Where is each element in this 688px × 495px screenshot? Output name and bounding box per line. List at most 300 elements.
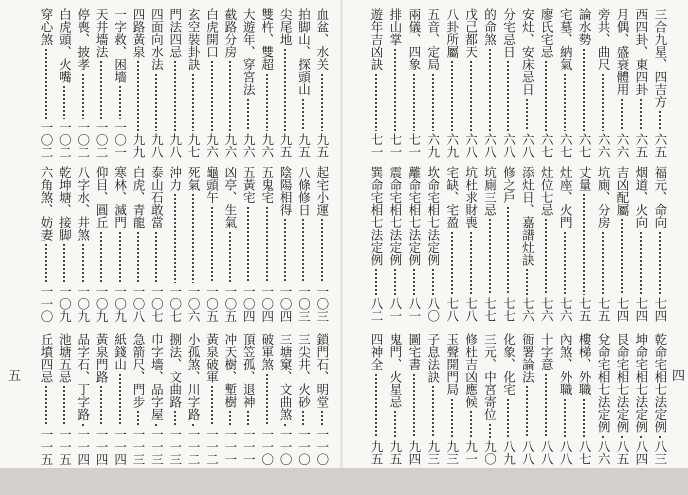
entry-title: 小孤煞、川字路 xyxy=(186,333,202,421)
dot-leader xyxy=(259,206,275,283)
entry-title: 修之戶 xyxy=(501,166,517,204)
toc-entry xyxy=(277,166,293,322)
entry-page-number: 一〇四 xyxy=(278,284,294,322)
entry-page-number: 一〇九 xyxy=(94,284,110,322)
entry-title: 巾字墻、品字屋 xyxy=(149,333,165,421)
entry-title: 四路黃泉 xyxy=(130,8,146,58)
entry-page-number: 一〇七 xyxy=(149,284,165,322)
dot-leader xyxy=(167,410,183,426)
dot-leader xyxy=(406,373,422,439)
entry-page-number: 七五 xyxy=(596,297,612,322)
dot-leader xyxy=(112,373,128,426)
dot-leader xyxy=(314,218,330,283)
entry-page-number: 一〇四 xyxy=(259,284,275,322)
dot-leader xyxy=(38,385,54,426)
toc-entry xyxy=(463,8,479,158)
dot-leader xyxy=(633,435,649,438)
entry-title: 仰目、圓丘 xyxy=(94,166,110,229)
entry-page-number: 一一二 xyxy=(186,427,202,465)
toc-entry xyxy=(314,166,330,322)
entry-title: 沖力 xyxy=(167,166,183,191)
entry-title: 死氣 xyxy=(186,166,202,191)
toc-entry xyxy=(444,8,460,158)
dot-leader xyxy=(538,218,554,295)
entry-title: 黃泉門路 xyxy=(94,333,110,383)
toc-entry xyxy=(75,166,91,322)
entry-page-number: 七四 xyxy=(633,297,649,322)
entry-title: 八條修日 xyxy=(296,166,312,216)
entry-page-number: 七四 xyxy=(614,297,630,322)
dot-leader xyxy=(482,218,498,295)
page-number: 四 xyxy=(672,369,686,384)
entry-title: 月偶、盛衰體用 xyxy=(614,8,630,96)
dot-leader xyxy=(56,243,72,283)
toc-entry xyxy=(482,166,498,322)
entry-page-number: 一一四 xyxy=(75,427,91,465)
toc-entry xyxy=(185,333,201,465)
entry-title: 五鬼宅 xyxy=(259,166,275,204)
entry-page-number: 一一四 xyxy=(112,427,128,465)
entry-title: 雙杵、雙超 xyxy=(259,8,275,71)
dot-leader xyxy=(444,398,460,439)
entry-title: 灶座、火門 xyxy=(558,166,574,229)
toc-entry xyxy=(167,166,183,322)
toc-entry xyxy=(538,8,554,158)
toc-entry xyxy=(387,166,403,322)
entry-title: 乾命宅相七法定例 xyxy=(652,333,668,433)
entry-page-number: 八三 xyxy=(652,440,668,465)
dot-leader xyxy=(482,423,498,439)
entry-page-number: 一一〇 xyxy=(39,284,54,322)
entry-title: 福元、命向 xyxy=(652,166,668,229)
toc-entry xyxy=(387,8,403,158)
entry-title: 戊己都天 xyxy=(463,8,479,58)
entry-title: 凶亭、生氣 xyxy=(222,166,238,229)
entry-title: 安灶、安床忌日 xyxy=(520,8,536,96)
entry-page-number: 七六 xyxy=(539,297,555,322)
dot-leader xyxy=(387,48,403,132)
entry-page-number: 一〇一 xyxy=(112,120,128,158)
dot-leader xyxy=(519,98,535,132)
toc-entry xyxy=(368,166,384,322)
entry-title: 五黃宅 xyxy=(241,166,257,204)
toc-band-bottom xyxy=(38,333,330,465)
toc-entry xyxy=(425,166,441,322)
entry-title: 陰陽相得 xyxy=(278,166,294,216)
entry-page-number: 六八 xyxy=(501,133,517,158)
entry-page-number: 一一〇 xyxy=(314,427,330,465)
toc-entry xyxy=(557,333,573,465)
entry-page-number: 一〇四 xyxy=(241,284,257,322)
entry-page-number: 一〇三 xyxy=(296,284,312,322)
toc-entry xyxy=(538,166,554,322)
dot-leader xyxy=(368,73,384,132)
entry-title: 門法四忌 xyxy=(167,8,183,58)
dot-leader xyxy=(148,231,164,283)
dot-leader xyxy=(614,218,630,295)
entry-title: 五音、定局 xyxy=(425,8,441,71)
toc-entry xyxy=(576,8,592,158)
toc-entry xyxy=(595,8,611,158)
entry-title: 截路分房 xyxy=(222,8,238,58)
toc-entry xyxy=(557,166,573,322)
entry-page-number: 九三 xyxy=(444,440,460,465)
entry-page-number: 六五 xyxy=(633,133,649,158)
entry-title: 兩儀、四象 xyxy=(406,8,422,71)
entry-page-number: 八八 xyxy=(520,440,536,465)
toc-entry xyxy=(425,8,441,158)
entry-title: 兌命宅相七法定例 xyxy=(596,333,612,433)
toc-entry xyxy=(112,333,128,465)
entry-page-number: 九三 xyxy=(425,440,441,465)
toc-entry xyxy=(538,333,554,465)
entry-page-number: 八八 xyxy=(558,440,574,465)
entry-page-number: 一一〇 xyxy=(259,427,275,465)
book-gutter xyxy=(340,0,343,468)
scan-edge xyxy=(0,468,688,495)
toc-entry xyxy=(406,8,422,158)
dot-leader xyxy=(93,385,109,426)
entry-title: 三尖井、火砂 xyxy=(296,333,312,408)
entry-page-number: 七七 xyxy=(501,297,517,322)
toc-entry xyxy=(463,166,479,322)
dot-leader xyxy=(500,60,516,131)
entry-title: 玄空裝卦訣 xyxy=(186,8,202,71)
dot-leader xyxy=(222,410,238,426)
entry-title: 起宅小運 xyxy=(314,166,330,216)
dot-leader xyxy=(130,231,146,283)
entry-page-number: 八二 xyxy=(369,297,384,322)
entry-page-number: 九五 xyxy=(278,133,294,158)
entry-page-number: 六七 xyxy=(577,133,593,158)
toc-entry xyxy=(444,333,460,465)
dot-leader xyxy=(519,268,535,295)
entry-title: 黃泉破軍 xyxy=(204,333,220,383)
dot-leader xyxy=(112,85,128,119)
toc-entry xyxy=(652,8,668,158)
toc-entry xyxy=(75,333,91,465)
dot-leader xyxy=(75,243,91,283)
entry-page-number: 一〇五 xyxy=(222,284,238,322)
toc-entry xyxy=(259,8,275,158)
dot-leader xyxy=(240,98,256,132)
dot-leader xyxy=(368,373,384,439)
entry-page-number: 九五 xyxy=(387,440,403,465)
entry-page-number: 六九 xyxy=(444,133,460,158)
dot-leader xyxy=(425,268,441,295)
dot-leader xyxy=(130,410,146,426)
entry-title: 內煞、外職 xyxy=(558,333,574,396)
toc-entry xyxy=(633,166,649,322)
entry-title: 六角煞、妨妻 xyxy=(39,166,54,241)
toc-entry xyxy=(314,333,330,465)
entry-page-number: 六七 xyxy=(539,133,555,158)
entry-title: 白虎頭、火嘴 xyxy=(57,8,73,83)
entry-page-number: 九六 xyxy=(204,133,220,158)
entry-page-number: 六七 xyxy=(558,133,574,158)
dot-leader xyxy=(500,206,516,296)
dot-leader xyxy=(557,73,573,132)
dot-leader xyxy=(500,398,516,439)
toc-entry xyxy=(130,8,146,158)
entry-page-number: 一一二 xyxy=(204,427,220,465)
toc-entry xyxy=(295,8,311,158)
entry-page-number: 一〇九 xyxy=(112,284,128,322)
entry-title: 分宅忌日 xyxy=(501,8,517,58)
dot-leader xyxy=(204,385,220,426)
dot-leader xyxy=(595,435,611,438)
dot-leader xyxy=(633,98,649,132)
entry-title: 宅墓、納氣 xyxy=(558,8,574,71)
entry-page-number: 六六 xyxy=(596,133,612,158)
toc-entry xyxy=(595,333,611,465)
toc-entry xyxy=(614,333,630,465)
entry-page-number: 六八 xyxy=(520,133,536,158)
entry-page-number: 八九 xyxy=(501,440,517,465)
entry-title: 震命宅相七法定例 xyxy=(387,166,403,266)
entry-page-number: 一〇七 xyxy=(167,284,183,322)
entry-page-number: 六六 xyxy=(614,133,630,158)
dot-leader xyxy=(277,218,293,283)
entry-title: 八卦所屬 xyxy=(444,8,460,58)
entry-page-number: 九六 xyxy=(241,133,257,158)
entry-page-number: 七五 xyxy=(577,297,593,322)
toc-entry xyxy=(38,8,54,158)
toc-entry xyxy=(519,333,535,465)
toc-band-top xyxy=(38,8,330,158)
entry-title: 品字石、丁字路 xyxy=(75,333,91,421)
toc-entry xyxy=(259,166,275,322)
dot-leader xyxy=(222,60,238,131)
toc-entry xyxy=(56,333,72,465)
entry-title: 尖尾地 xyxy=(278,8,294,46)
entry-title: 排山掌 xyxy=(387,8,403,46)
dot-leader xyxy=(167,60,183,131)
entry-page-number: 八〇 xyxy=(425,297,441,322)
entry-title: 吉凶配屬 xyxy=(614,166,630,216)
dot-leader xyxy=(93,60,109,119)
toc-entry xyxy=(519,166,535,322)
entry-title: 旁共、曲尺 xyxy=(596,8,612,71)
entry-title: 丈量 xyxy=(577,166,593,191)
entry-title: 的命煞 xyxy=(482,8,498,46)
toc-entry xyxy=(482,8,498,158)
entry-title: 鬼門、火星忌 xyxy=(387,333,403,408)
dot-leader xyxy=(277,48,293,132)
entry-page-number: 一一一 xyxy=(222,427,238,465)
entry-page-number: 一〇六 xyxy=(186,284,202,322)
dot-leader xyxy=(595,231,611,296)
toc-entry xyxy=(614,8,630,158)
toc-entry xyxy=(500,333,516,465)
toc-entry xyxy=(652,333,668,465)
dot-leader xyxy=(482,48,498,132)
entry-title: 坎命宅相七法定例 xyxy=(425,166,441,266)
entry-title: 四面向水法 xyxy=(149,8,165,71)
dot-leader xyxy=(425,385,441,438)
dot-leader xyxy=(314,73,330,132)
dot-leader xyxy=(259,373,275,426)
toc-entry xyxy=(93,333,109,465)
entry-title: 樓梯、外職 xyxy=(577,333,593,396)
dot-leader xyxy=(538,373,554,439)
dot-leader xyxy=(444,60,460,131)
dot-leader xyxy=(614,98,630,132)
entry-page-number: 八一 xyxy=(387,297,403,322)
dot-leader xyxy=(185,73,201,132)
toc-entry xyxy=(295,166,311,322)
toc-entry xyxy=(368,333,384,465)
toc-entry xyxy=(222,8,238,158)
dot-leader xyxy=(148,73,164,132)
dot-leader xyxy=(222,231,238,283)
toc-entry xyxy=(240,333,256,465)
entry-page-number: 一一五 xyxy=(39,427,54,465)
dot-leader xyxy=(652,231,668,296)
entry-page-number: 七一 xyxy=(369,133,384,158)
entry-title: 圖宅書 xyxy=(406,333,422,371)
toc-band-middle xyxy=(38,166,330,322)
entry-page-number: 八一 xyxy=(406,297,422,322)
toc-entry xyxy=(93,166,109,322)
entry-title: 衙署論法 xyxy=(520,333,536,383)
entry-title: 廖氏宅忌 xyxy=(539,8,555,58)
entry-title: 三合九星、四吉方 xyxy=(652,8,668,108)
toc-entry xyxy=(500,8,516,158)
toc-entry xyxy=(368,8,384,158)
toc-entry xyxy=(38,333,54,465)
right-page xyxy=(344,0,688,468)
entry-page-number: 七一 xyxy=(406,133,422,158)
toc-entry xyxy=(130,333,146,465)
toc-entry xyxy=(204,333,220,465)
entry-title: 三塘窠、文曲煞 xyxy=(278,333,294,421)
entry-page-number: 九八 xyxy=(167,133,183,158)
toc-entry xyxy=(75,8,91,158)
entry-title: 論水勢 xyxy=(577,8,593,46)
entry-title: 停喪、披孝 xyxy=(75,8,91,71)
entry-page-number: 一〇二 xyxy=(94,120,110,158)
toc-entry xyxy=(167,333,183,465)
dot-leader xyxy=(75,73,91,119)
dot-leader xyxy=(387,410,403,438)
toc-entry xyxy=(500,166,516,322)
dot-leader xyxy=(406,73,422,132)
entry-title: 坑杜求財喪 xyxy=(463,166,479,229)
entry-title: 捌法、文曲路 xyxy=(167,333,183,408)
entry-page-number: 八七 xyxy=(577,440,593,465)
entry-title: 坤命宅相七法定例 xyxy=(633,333,649,433)
entry-page-number: 一一五 xyxy=(57,427,73,465)
entry-title: 灶位七忌 xyxy=(539,166,555,216)
entry-page-number: 六五 xyxy=(652,133,668,158)
entry-title: 白虎、青龍 xyxy=(130,166,146,229)
toc-entry xyxy=(406,166,422,322)
dot-leader xyxy=(185,193,201,283)
toc-entry xyxy=(277,8,293,158)
dot-leader xyxy=(295,98,311,132)
entry-title: 乾坤塘、接脚 xyxy=(57,166,73,241)
dot-leader xyxy=(463,60,479,131)
toc-entry xyxy=(112,8,128,158)
dot-leader xyxy=(56,85,72,119)
entry-page-number: 一〇二 xyxy=(57,120,73,158)
entry-title: 四神全 xyxy=(369,333,384,371)
toc-entry xyxy=(633,333,649,465)
entry-title: 烟道、火向 xyxy=(633,166,649,229)
toc-entry xyxy=(463,333,479,465)
toc-entry xyxy=(222,166,238,322)
toc-entry xyxy=(519,8,535,158)
entry-page-number: 九七 xyxy=(186,133,202,158)
dot-leader xyxy=(204,60,220,131)
entry-title: 遊年吉凶訣 xyxy=(369,8,384,71)
entry-page-number: 七六 xyxy=(558,297,574,322)
entry-title: 添灶日、嘉譜灶訣 xyxy=(520,166,536,266)
entry-page-number: 一〇九 xyxy=(75,284,91,322)
toc-entry xyxy=(425,333,441,465)
toc-entry xyxy=(406,333,422,465)
entry-title: 紙錢山 xyxy=(112,333,128,371)
toc-band-middle xyxy=(368,166,668,322)
toc-entry xyxy=(652,166,668,322)
dot-leader xyxy=(614,435,630,438)
dot-leader xyxy=(538,60,554,131)
dot-leader xyxy=(557,231,573,296)
entry-page-number: 六九 xyxy=(425,133,441,158)
toc-entry xyxy=(633,8,649,158)
entry-title: 大遊年、穿宮法 xyxy=(241,8,257,96)
entry-title: 子息法訣 xyxy=(425,333,441,383)
entry-page-number: 七八 xyxy=(463,297,479,322)
toc-entry xyxy=(148,166,164,322)
entry-page-number: 七六 xyxy=(520,297,536,322)
dot-leader xyxy=(595,73,611,132)
dot-leader xyxy=(148,423,164,426)
entry-title: 坑廁、分房 xyxy=(596,166,612,229)
dot-leader xyxy=(204,206,220,283)
entry-page-number: 九五 xyxy=(369,440,384,465)
dot-leader xyxy=(295,410,311,426)
dot-leader xyxy=(259,73,275,132)
entry-page-number: 一〇二 xyxy=(75,120,91,158)
toc-entry xyxy=(277,333,293,465)
toc-entry xyxy=(240,166,256,322)
dot-leader xyxy=(406,268,422,295)
entry-title: 離命宅相七法定例 xyxy=(406,166,422,266)
dot-leader xyxy=(576,193,592,295)
dot-leader xyxy=(387,268,403,295)
dot-leader xyxy=(314,410,330,426)
toc-entry xyxy=(387,333,403,465)
entry-page-number: 八四 xyxy=(633,440,649,465)
dot-leader xyxy=(444,231,460,296)
dot-leader xyxy=(112,231,128,283)
entry-title: 玉聲開門局 xyxy=(444,333,460,396)
left-page xyxy=(0,0,340,468)
dot-leader xyxy=(167,193,183,283)
entry-page-number: 八六 xyxy=(596,440,612,465)
toc-entry xyxy=(185,8,201,158)
toc-entry xyxy=(93,8,109,158)
dot-leader xyxy=(38,48,54,119)
entry-page-number: 一一〇 xyxy=(296,427,312,465)
entry-page-number: 八八 xyxy=(539,440,555,465)
toc-entry xyxy=(38,166,54,322)
dot-leader xyxy=(463,231,479,296)
entry-page-number: 九九 xyxy=(130,133,146,158)
entry-page-number: 六八 xyxy=(482,133,498,158)
